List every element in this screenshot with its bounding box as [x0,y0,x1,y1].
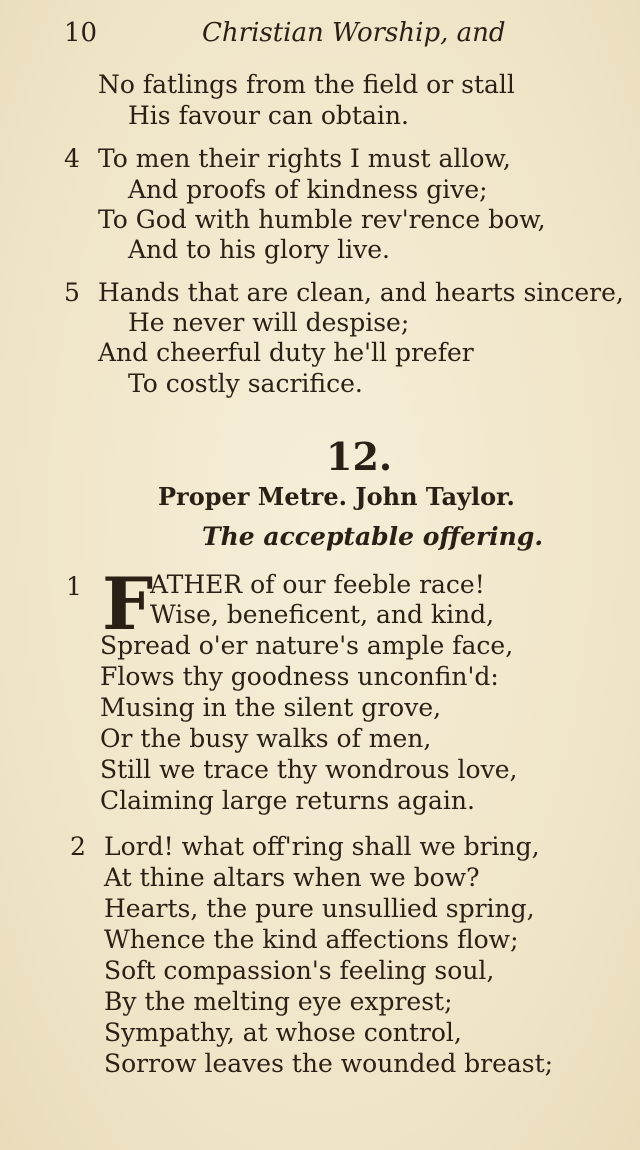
metre-author: Proper Metre. John Taylor. [158,482,515,511]
verse-line: And proofs of kindness give; [128,175,488,204]
hymn-number: 12. [326,434,393,479]
verse-line: Lord! what off'ring shall we bring, [104,832,540,861]
verse-line: Claiming large returns again. [100,786,475,815]
verse-line: Sorrow leaves the wounded breast; [104,1049,554,1078]
verse-number: 2 [70,832,86,861]
verse-number: 5 [64,278,80,307]
verse-line: He never will despise; [128,308,410,337]
verse-line: To costly sacrifice. [128,369,363,398]
verse-line: Sympathy, at whose control, [104,1018,462,1047]
verse-line: ATHER of our feeble race! [150,570,485,599]
verse-number: 4 [64,144,80,173]
verse-line: Hearts, the pure unsullied spring, [104,894,535,923]
page-number: 10 [64,18,98,48]
verse-line: His favour can obtain. [128,101,409,130]
verse-line: Or the busy walks of men, [100,724,432,753]
verse-line: Flows thy goodness unconfin'd: [100,662,499,691]
verse-line: To men their rights I must allow, [98,144,511,173]
hymn-subtitle: The acceptable offering. [202,522,544,551]
verse-line: Spread o'er nature's ample face, [100,631,514,660]
verse-line: By the melting eye exprest; [104,987,453,1016]
verse-line: Hands that are clean, and hearts sincere, [98,278,624,307]
verse-line: No fatlings from the field or stall [98,70,515,99]
verse-line: And cheerful duty he'll prefer [98,338,474,367]
running-title: Christian Worship, and [202,18,506,48]
verse-line: Still we trace thy wondrous love, [100,755,518,784]
verse-line: Wise, beneficent, and kind, [150,600,495,629]
verse-line: At thine altars when we bow? [104,863,480,892]
verse-number: 1 [66,572,82,601]
verse-line: Soft compassion's feeling soul, [104,956,495,985]
verse-line: Whence the kind affections flow; [104,925,519,954]
verse-line: And to his glory live. [128,235,390,264]
verse-line: To God with humble rev'rence bow, [98,205,546,234]
verse-line: Musing in the silent grove, [100,693,442,722]
drop-cap: F [102,561,154,646]
